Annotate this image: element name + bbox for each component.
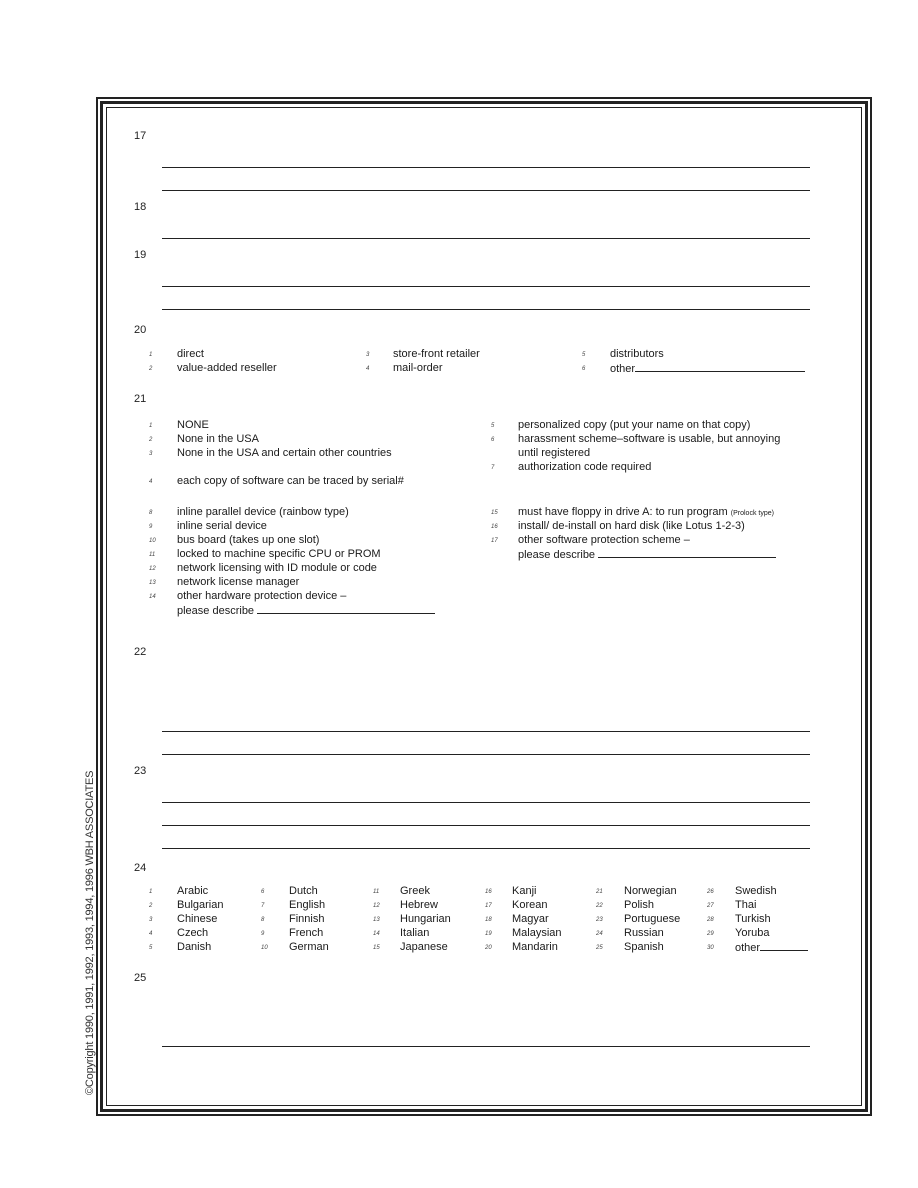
q24-option-box[interactable]: 16	[485, 889, 492, 895]
q24-option-box[interactable]: 18	[485, 917, 492, 923]
q24-language-label: Italian	[400, 927, 430, 939]
q21-option-floppy-note: (Prolock type)	[730, 510, 774, 517]
q24-language-label: Dutch	[289, 885, 318, 897]
q24-option-language	[624, 898, 654, 912]
q20-option-other-label: other	[610, 363, 636, 375]
q24-language-label: Bulgarian	[177, 899, 224, 911]
q17-answer-line-2[interactable]	[162, 190, 810, 191]
q24-language-label: Greek	[400, 885, 430, 897]
q24-option-box[interactable]: 5	[149, 945, 153, 951]
q24-language-label: Magyar	[512, 913, 549, 925]
q24-option-box[interactable]: 4	[149, 931, 153, 937]
q18-answer-line-1[interactable]	[162, 238, 810, 239]
q21-option-license-manager: network license manager	[177, 576, 300, 588]
q21-option-box[interactable]: 8	[149, 510, 153, 516]
q24-language-label: Arabic	[177, 885, 209, 897]
q22-answer-line-1[interactable]	[162, 731, 810, 732]
q24-option-language	[624, 912, 680, 926]
q21-option-serial-device: inline serial device	[177, 520, 267, 532]
q24-language-label: Norwegian	[624, 885, 677, 897]
q24-option-language	[400, 926, 429, 940]
copyright-notice: ©Copyright 1990, 1991, 1992, 1993, 1994, 1996 WBH ASSOCIATES	[84, 770, 96, 1095]
q21-option-install: install/ de-install on hard disk (like Lotus 1-2-3)	[518, 520, 745, 532]
q24-option-language	[735, 912, 771, 926]
q24-option-box[interactable]: 3	[149, 917, 153, 923]
q24-option-language	[735, 926, 769, 940]
q20-other-fill-line[interactable]	[635, 361, 805, 372]
q24-option-language	[735, 940, 808, 955]
q24-option-language	[400, 884, 430, 898]
q24-language-label: Polish	[624, 899, 654, 911]
q24-option-box[interactable]: 15	[373, 945, 380, 951]
q24-option-language	[735, 898, 756, 912]
q23-answer-line-3[interactable]	[162, 848, 810, 849]
question-18-number: 18	[134, 201, 147, 213]
q24-option-language	[177, 926, 208, 940]
q25-answer-line-1[interactable]	[162, 1046, 810, 1047]
q24-option-language	[289, 926, 323, 940]
q24-language-label: Spanish	[624, 941, 664, 953]
q24-language-label: Danish	[177, 941, 212, 953]
q24-option-box[interactable]: 10	[261, 945, 268, 951]
q21-software-describe	[518, 547, 776, 562]
q24-language-label: Chinese	[177, 913, 218, 925]
q21-option-auth-code: authorization code required	[518, 461, 652, 473]
q24-option-language	[400, 940, 448, 954]
q24-option-box[interactable]: 14	[373, 931, 380, 937]
question-24-number: 24	[134, 862, 147, 874]
q24-option-language	[735, 884, 777, 898]
q24-language-label: other	[735, 942, 761, 954]
q24-option-box[interactable]: 24	[596, 931, 603, 937]
q24-language-label: Turkish	[735, 913, 771, 925]
q24-language-label: English	[289, 899, 326, 911]
q21-option-box[interactable]: 17	[491, 538, 498, 544]
q24-language-label: Mandarin	[512, 941, 558, 953]
q24-option-language	[289, 898, 325, 912]
q24-language-label: Hebrew	[400, 899, 438, 911]
q20-option-retailer: store-front retailer	[393, 348, 480, 360]
q24-language-label: Malaysian	[512, 927, 562, 939]
q24-option-language	[512, 940, 558, 954]
q21-option-other-hardware: other hardware protection device –	[177, 590, 347, 602]
q21-option-harassment: harassment scheme–software is usable, but annoying	[518, 433, 781, 445]
question-23-number: 23	[134, 765, 147, 777]
q21-option-box[interactable]: 4	[149, 479, 153, 485]
q21-option-floppy-label: must have floppy in drive A: to run program	[518, 506, 728, 518]
q24-language-label: Finnish	[289, 913, 325, 925]
q24-option-language	[289, 884, 318, 898]
q24-option-box[interactable]: 20	[485, 945, 492, 951]
q17-answer-line-1[interactable]	[162, 167, 810, 168]
q24-option-box[interactable]: 25	[596, 945, 603, 951]
q21-option-harassment-cont: until registered	[518, 447, 591, 459]
q21-option-none-usa: None in the USA	[177, 433, 259, 445]
q24-option-box[interactable]: 23	[596, 917, 603, 923]
q21-option-box[interactable]: 9	[149, 524, 153, 530]
q24-option-language	[289, 940, 329, 954]
q24-option-language	[512, 912, 549, 926]
q21-option-box[interactable]: 11	[149, 552, 156, 558]
q21-hardware-describe-label: please describe	[177, 605, 255, 617]
q20-option-box[interactable]: 2	[149, 366, 153, 372]
q21-option-box[interactable]: 7	[491, 465, 495, 471]
q24-option-box[interactable]: 29	[707, 931, 714, 937]
q20-option-box[interactable]: 5	[582, 352, 586, 358]
q24-option-language	[624, 926, 664, 940]
q20-option-distributors: distributors	[610, 348, 664, 360]
q21-option-box[interactable]: 13	[149, 580, 156, 586]
q24-language-label: Japanese	[400, 941, 448, 953]
q24-option-language	[512, 898, 547, 912]
q24-language-label: Yoruba	[735, 927, 770, 939]
q24-option-language	[177, 898, 223, 912]
question-22-number: 22	[134, 646, 147, 658]
q24-option-box[interactable]: 11	[373, 889, 380, 895]
q24-option-box[interactable]: 1	[149, 889, 153, 895]
question-19-number: 19	[134, 249, 147, 261]
q21-option-none-usa-others: None in the USA and certain other countries	[177, 447, 392, 459]
q20-option-box[interactable]: 1	[149, 352, 153, 358]
q24-option-language	[289, 912, 324, 926]
q19-answer-line-1[interactable]	[162, 286, 810, 287]
q24-option-language	[177, 884, 208, 898]
q21-software-describe-line[interactable]	[598, 547, 776, 558]
q24-language-label: German	[289, 941, 329, 953]
q24-other-fill-line[interactable]	[760, 940, 808, 951]
q21-option-box[interactable]: 16	[491, 524, 498, 530]
q24-language-label: Kanji	[512, 885, 537, 897]
q20-option-box[interactable]: 4	[366, 366, 370, 372]
q24-option-box[interactable]: 27	[707, 903, 714, 909]
q24-option-box[interactable]: 30	[707, 945, 714, 951]
q24-option-language	[177, 912, 217, 926]
q24-language-label: Thai	[735, 899, 757, 911]
q24-option-language	[624, 884, 677, 898]
q24-option-box[interactable]: 28	[707, 917, 714, 923]
q20-option-mail-order: mail-order	[393, 362, 443, 374]
q21-software-describe-label: please describe	[518, 549, 596, 561]
q24-language-label: Korean	[512, 899, 548, 911]
q24-language-label: French	[289, 927, 324, 939]
q24-option-box[interactable]: 17	[485, 903, 492, 909]
q24-option-box[interactable]: 8	[261, 917, 265, 923]
q24-option-language	[624, 940, 664, 954]
q24-option-box[interactable]: 21	[596, 889, 603, 895]
q22-answer-line-2[interactable]	[162, 754, 810, 755]
q20-option-var: value-added reseller	[177, 362, 277, 374]
q24-language-label: Hungarian	[400, 913, 451, 925]
q24-option-box[interactable]: 12	[373, 903, 380, 909]
q21-option-box[interactable]: 3	[149, 451, 153, 457]
q19-answer-line-2[interactable]	[162, 309, 810, 310]
q24-option-box[interactable]: 9	[261, 931, 265, 937]
q21-option-box[interactable]: 6	[491, 437, 495, 443]
q20-option-other	[610, 361, 805, 376]
q21-option-box[interactable]: 14	[149, 594, 156, 600]
q21-option-box[interactable]: 10	[149, 538, 156, 544]
q24-option-box[interactable]: 7	[261, 903, 265, 909]
q21-option-box[interactable]: 1	[149, 423, 153, 429]
q24-option-language	[400, 912, 451, 926]
q24-option-box[interactable]: 19	[485, 931, 492, 937]
q24-option-box[interactable]: 6	[261, 889, 265, 895]
q23-answer-line-1[interactable]	[162, 802, 810, 803]
question-21-number: 21	[134, 393, 147, 405]
q21-option-other-software: other software protection scheme –	[518, 534, 690, 546]
q24-option-box[interactable]: 13	[373, 917, 380, 923]
q24-language-label: Swedish	[735, 885, 777, 897]
q20-option-box[interactable]: 6	[582, 366, 586, 372]
question-17-number: 17	[134, 130, 147, 142]
q21-hardware-describe-line[interactable]	[257, 603, 435, 614]
q24-option-language	[177, 940, 211, 954]
q24-option-box[interactable]: 2	[149, 903, 153, 909]
q24-option-box[interactable]: 26	[707, 889, 714, 895]
question-20-number: 20	[134, 324, 147, 336]
q24-option-language	[400, 898, 438, 912]
q21-option-serial-trace: each copy of software can be traced by serial#	[177, 475, 404, 487]
q21-option-personalized: personalized copy (put your name on that copy)	[518, 419, 751, 431]
question-25-number: 25	[134, 972, 147, 984]
q20-option-direct: direct	[177, 348, 204, 360]
q21-option-network-id: network licensing with ID module or code	[177, 562, 377, 574]
q20-option-box[interactable]: 3	[366, 352, 370, 358]
q24-language-label: Portuguese	[624, 913, 681, 925]
q23-answer-line-2[interactable]	[162, 825, 810, 826]
q21-option-box[interactable]: 5	[491, 423, 495, 429]
q21-option-box[interactable]: 12	[149, 566, 156, 572]
q21-option-parallel-device: inline parallel device (rainbow type)	[177, 506, 349, 518]
q21-option-box[interactable]: 2	[149, 437, 153, 443]
q24-option-language	[512, 884, 536, 898]
q21-option-bus-board: bus board (takes up one slot)	[177, 534, 320, 546]
q21-option-none: NONE	[177, 419, 209, 431]
q21-hardware-describe	[177, 603, 435, 618]
q24-option-box[interactable]: 22	[596, 903, 603, 909]
q21-option-cpu-lock: locked to machine specific CPU or PROM	[177, 548, 381, 560]
q24-language-label: Russian	[624, 927, 664, 939]
q24-language-label: Czech	[177, 927, 209, 939]
q21-option-box[interactable]: 15	[491, 510, 498, 516]
q24-option-language	[512, 926, 562, 940]
